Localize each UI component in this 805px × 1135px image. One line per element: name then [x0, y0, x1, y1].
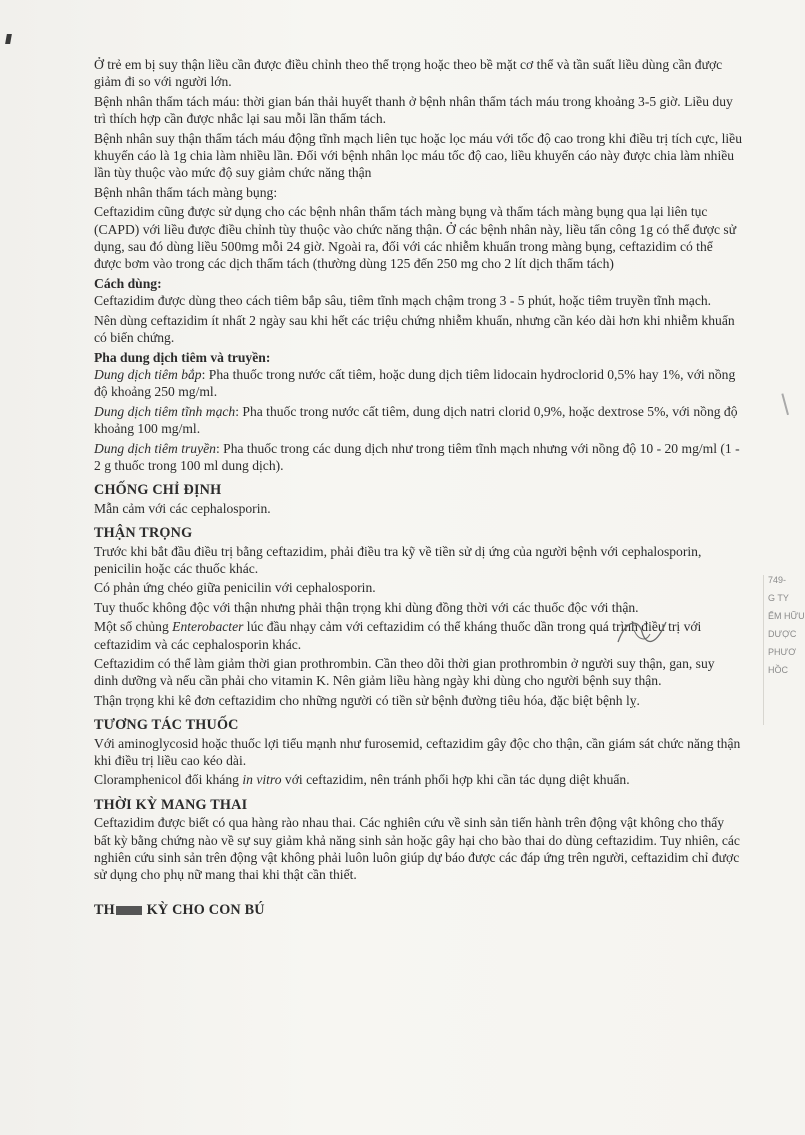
prep-text: : Pha thuốc trong các dung dịch như trong tiêm tĩnh mạch nhưng với nồng độ 10 - 20 mg/ml (1 - 2 g thuốc trong 100 ml dung dịch). [94, 440, 740, 473]
company-stamp-edge [763, 575, 805, 725]
paragraph: Bệnh nhân thẩm tách máu: thời gian bán thải huyết thanh ở bệnh nhân thẩm tách máu trong khoảng 3-5 giờ. Liều duy trì thích hợp cần được nhắc lại sau mỗi lần thẩm tách. [94, 93, 733, 127]
paragraph [94, 440, 742, 475]
paragraph: Có phản ứng chéo giữa penicilin với cephalosporin. [94, 580, 376, 596]
paragraph [94, 403, 742, 438]
caution-heading: THẬN TRỌNG [94, 525, 193, 542]
stamp-line: G TY [768, 593, 789, 603]
stamp-line: DƯỢC [768, 629, 797, 639]
text-run: Enterobacter [172, 619, 244, 635]
margin-mark [781, 391, 798, 415]
paragraph: Thận trọng khi kê đơn ceftazidim cho những người có tiền sử bệnh đường tiêu hóa, đặc biệt bệnh lỵ. [94, 692, 640, 708]
redaction-mark [116, 906, 142, 915]
stamp-line: PHƯƠ [768, 647, 796, 657]
text-run: với ceftazidim, nên tránh phối hợp khi cần tác dụng diệt khuẩn. [281, 772, 630, 788]
paragraph: Ở trẻ em bị suy thận liều cần được điều chỉnh theo thể trọng hoặc theo bề mặt cơ thể và tần suất liều dùng cần được giảm đi so với người lớn. [94, 57, 723, 90]
text-run: in vitro [242, 772, 282, 788]
paragraph [94, 366, 742, 401]
paragraph: Trước khi bắt đầu điều trị bằng ceftazidim, phải điều tra kỹ về tiền sử dị ứng của người bệnh với cephalosporin, penicilin hoặc các thuốc khác. [94, 543, 702, 576]
prep-text: : Pha thuốc trong nước cất tiêm, hoặc dung dịch tiêm lidocain hydroclorid 0,5% hay 1%, với nồng độ khoảng 250 mg/ml. [94, 366, 736, 400]
text-run: Một số chủng [94, 619, 173, 635]
paragraph: Ceftazidim có thể làm giảm thời gian prothrombin. Cần theo dõi thời gian prothrombin ở người suy thận, gan, suy dinh dưỡng và nếu cần phải cho vitamin K. Nên giảm liều hàng ngày khi dùng cho người bệnh suy thận. [94, 656, 715, 689]
text-run: KỲ CHO CON BÚ [142, 901, 265, 918]
interaction-heading: TƯƠNG TÁC THUỐC [94, 717, 239, 734]
prep-label: Dung dịch tiêm truyền [94, 440, 216, 456]
stamp-line: ẾM HỮU [768, 611, 805, 621]
pregnancy-heading: THỜI KỲ MANG THAI [94, 796, 248, 813]
text-run: TH [94, 901, 115, 918]
paragraph: Ceftazidim được biết có qua hàng rào nhau thai. Các nghiên cứu về sinh sản tiến hành trên động vật không cho thấy bất kỳ bằng chứng nào về sự suy giảm khả năng sinh sản hoặc gây hại cho bào thai do dùng ceftazidim. Tuy nhiên, các nghiên cứu sinh sản trên động vật không phải luôn luôn giúp dự báo được các đáp ứng trên người, ceftazidim chỉ được sử dụng cho phụ nữ mang thai khi thật cần thiết. [94, 815, 740, 883]
document-body [94, 56, 742, 919]
prep-label: Dung dịch tiêm tĩnh mạch [94, 403, 236, 419]
prep-label: Dung dịch tiêm bắp [94, 366, 202, 382]
text-run: Cloramphenicol đối kháng [94, 772, 243, 788]
paragraph: Nên dùng ceftazidim ít nhất 2 ngày sau khi hết các triệu chứng nhiễm khuẩn, nhưng cần kéo dài hơn khi nhiễm khuẩn có biến chứng. [94, 312, 735, 346]
paragraph: Bệnh nhân thẩm tách màng bụng: [94, 184, 278, 200]
stamp-line: 749- [768, 575, 787, 585]
stamp-line: HỒC [768, 665, 788, 675]
handwritten-mark [612, 612, 672, 652]
usage-heading: Cách dùng: [94, 275, 162, 291]
paragraph: Bệnh nhân suy thận thẩm tách máu động tĩnh mạch liên tục hoặc lọc máu với tốc độ cao trong khi điều trị tích cực, liều khuyến cáo là 1g chia làm nhiều lần. Đối với bệnh nhân lọc máu tốc độ cao, liều khuyến cáo này được chia làm nhiều lần tùy thuộc vào mức độ suy giảm chức năng thận [94, 130, 743, 181]
paragraph: Ceftazidim cũng được sử dụng cho các bệnh nhân thẩm tách màng bụng và thẩm tách màng bụng qua lại liên tục (CAPD) với liều được điều chỉnh tùy thuộc vào chức năng thận. Ở các bệnh nhân này, liều tấn công 1g có thể được sử dụng, sau đó dùng liều 500mg mỗi 24 giờ. Ngoài ra, đối với các nhiễm khuẩn trong màng bụng, ceftazidim có thể được bơm vào trong các dịch thẩm tách (thường dùng 125 đến 250 mg cho 2 lít dịch thẩm tách) [94, 204, 737, 272]
text-run: lúc đầu nhạy cảm với ceftazidim có thể kháng thuốc dần trong quá trình điều trị với ceftazidim và các cephalosporin khác. [94, 619, 702, 652]
paragraph [94, 771, 742, 788]
paragraph: Với aminoglycosid hoặc thuốc lợi tiểu mạnh như furosemid, ceftazidim gây độc cho thận, cần giám sát chức năng thận khi điều trị liều cao kéo dài. [94, 735, 741, 769]
contraindication-heading: CHỐNG CHỈ ĐỊNH [94, 482, 222, 499]
breastfeeding-heading [94, 902, 742, 919]
scan-mark [5, 34, 12, 44]
prep-heading: Pha dung dịch tiêm và truyền: [94, 349, 271, 365]
paragraph: Mẫn cảm với các cephalosporin. [94, 500, 271, 516]
paragraph: Tuy thuốc không độc với thận nhưng phải thận trọng khi dùng đồng thời với các thuốc độc với thận. [94, 599, 639, 615]
prep-text: : Pha thuốc trong nước cất tiêm, dung dịch natri clorid 0,9%, hoặc dextrose 5%, với nồng độ khoảng 100 mg/ml. [94, 403, 738, 437]
paragraph: Ceftazidim được dùng theo cách tiêm bắp sâu, tiêm tĩnh mạch chậm trong 3 - 5 phút, hoặc tiêm truyền tĩnh mạch. [94, 293, 712, 309]
